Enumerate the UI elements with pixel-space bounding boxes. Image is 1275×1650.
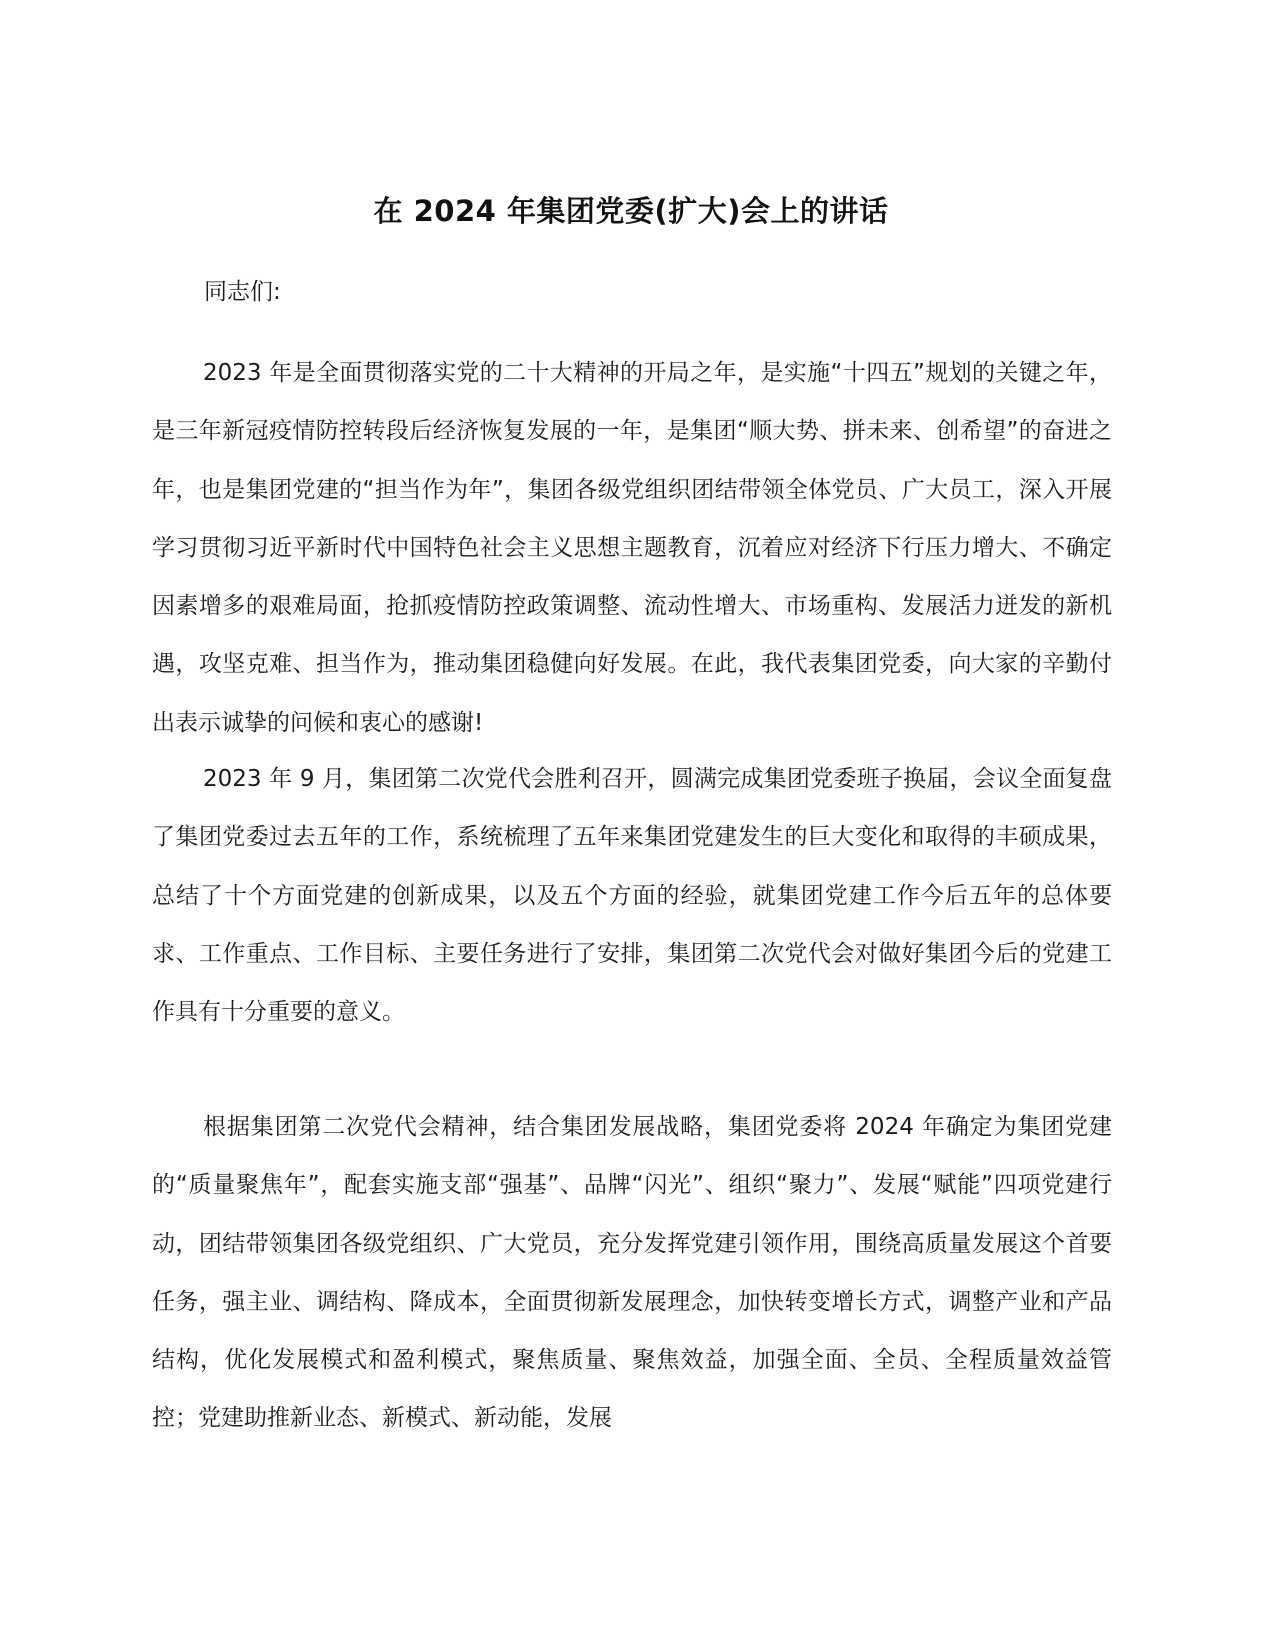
paragraph-1: 2023 年是全面贯彻落实党的二十大精神的开局之年，是实施“十四五”规划的关键之年，是三年新冠疫情防控转段后经济恢复发展的一年，是集团“顺大势、拼未来、创希望”的奋进之年，也是集团党建的“担当作为年”，集团各级党组织团结带领全体党员、广大员工，深入开展学习贯彻习近平新时代中国特色社会主义思想主题教育，沉着应对经济下行压力增大、不确定因素增多的艰难局面，抢抓疫情防控政策调整、流动性增大、市场重构、发展活力迸发的新机遇，攻坚克难、担当作为，推动集团稳健向好发展。在此，我代表集团党委，向大家的辛勤付出表示诚挚的问候和衷心的感谢! bbox=[152, 360, 1112, 736]
salutation: 同志们: bbox=[204, 279, 281, 305]
paragraph-3: 根据集团第二次党代会精神，结合集团发展战略，集团党委将 2024 年确定为集团党建的“质量聚焦年”，配套实施支部“强基”、品牌“闪光”、组织“聚力”、发展“赋能”四项党建行动，团结带领集团各级党组织、广大党员，充分发挥党建引领作用，围绕高质量发展这个首要任务，强主业、调结构、降成本，全面贯彻新发展理念，加快转变增长方式，调整产业和产品结构，优化发展模式和盈利模式，聚焦质量、聚焦效益，加强全面、全员、全程质量效益管控；党建助推新业态、新模式、新动能，发展 bbox=[152, 1114, 1112, 1432]
document-title: 在 2024 年集团党委(扩大)会上的讲话 bbox=[373, 194, 889, 228]
paragraph-2: 2023 年 9 月，集团第二次党代会胜利召开，圆满完成集团党委班子换届，会议全面复盘了集团党委过去五年的工作，系统梳理了五年来集团党建发生的巨大变化和取得的丰硕成果，总结了十个方面党建的创新成果，以及五个方面的经验，就集团党建工作今后五年的总体要求、工作重点、工作目标、主要任务进行了安排，集团第二次党代会对做好集团今后的党建工作具有十分重要的意义。 bbox=[152, 766, 1112, 1026]
